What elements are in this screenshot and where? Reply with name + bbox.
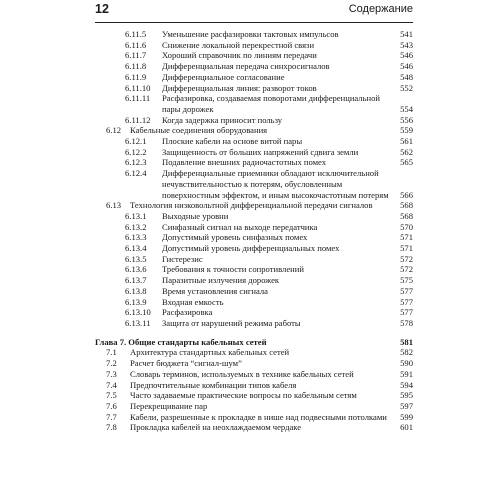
toc-entry-number: 7.7 — [106, 411, 117, 422]
toc-entry-page: 578 — [400, 317, 413, 328]
toc-entry-number: 6.11.12 — [125, 114, 151, 125]
toc-entry-page: 601 — [400, 422, 413, 433]
toc-entry — [95, 264, 413, 275]
toc-entry-page: 562 — [400, 146, 413, 157]
toc-entry — [95, 286, 413, 297]
toc-entry-title: Снижение локальной перекрестной связи — [162, 39, 315, 50]
toc-entry-number: 7.5 — [106, 390, 117, 401]
toc-entry — [95, 147, 413, 158]
toc-entry-number: 6.13.9 — [125, 296, 147, 307]
toc-entry — [95, 254, 413, 265]
toc-entry-page: 541 — [400, 29, 413, 39]
toc-entry-number: 6.11.5 — [125, 29, 147, 39]
toc-entry — [95, 412, 413, 423]
toc-entry-title: Выходные уровни — [162, 210, 229, 221]
toc-entry-number: 6.13.1 — [125, 210, 147, 221]
toc-entry-number: 6.13.8 — [125, 285, 147, 296]
toc-entry — [95, 307, 413, 318]
toc-entry — [95, 297, 413, 308]
toc-entry-page: 575 — [400, 275, 413, 286]
toc-entry-page: 546 — [400, 61, 413, 72]
toc-entry-page: 543 — [400, 39, 413, 50]
toc-entry-title: Технология низковольтной дифференциальной передачи сигналов — [130, 200, 373, 211]
toc-entry-number: 6.12.4 — [125, 168, 147, 179]
toc-entry-page: 581 — [400, 336, 413, 347]
toc-entry-title: Плоские кабели на основе витой пары — [162, 136, 303, 147]
toc-entry-number: 6.13.2 — [125, 221, 147, 232]
toc-entry-title: Прокладка кабелей на неохлаждаемом чердаке — [130, 422, 302, 433]
toc-entry-title: Перекрещивание пар — [130, 400, 208, 411]
toc-entry-title: Допустимый уровень дифференциальных помех — [162, 243, 340, 254]
toc-entry-number: 6.13.11 — [125, 317, 151, 328]
toc-entry-number: 6.11.9 — [125, 71, 147, 82]
toc-entry — [95, 83, 413, 94]
toc-entry-title: Требования к точности сопротивлений — [162, 264, 304, 275]
toc-entry-title: Предпочтительные комбинации типов кабеля — [130, 379, 297, 390]
toc-entry — [95, 275, 413, 286]
toc-entry — [95, 369, 413, 380]
toc-entry — [95, 125, 413, 136]
toc-entry-page: 591 — [400, 368, 413, 379]
running-title: Содержание — [348, 3, 413, 15]
toc-entry-number: 6.11.6 — [125, 39, 147, 50]
toc-entry-page: 590 — [400, 358, 413, 369]
toc-entry-page: 582 — [400, 347, 413, 358]
toc-entry-title: Глава 7. Общие стандарты кабельных сетей — [95, 336, 267, 347]
toc-entry-number: 6.13.4 — [125, 243, 147, 254]
toc-entry-title: Хороший справочник по линиям передачи — [162, 50, 317, 61]
page-header — [95, 0, 413, 23]
toc-entry — [95, 243, 413, 254]
toc-entry-page: 572 — [400, 253, 413, 264]
toc-entry-title: Расчет бюджета “сигнал-шум” — [130, 358, 242, 369]
toc-entry-page: 561 — [400, 136, 413, 147]
toc-entry-page: 571 — [400, 243, 413, 254]
toc-entry-title: Синфазный сигнал на выходе передатчика — [162, 221, 318, 232]
toc-entry — [95, 390, 413, 401]
toc-entry-title: Подавление внешних радиочастотных помех — [162, 157, 327, 168]
toc-entry-number: 6.13.5 — [125, 253, 147, 264]
toc-entry-number: 7.6 — [106, 400, 117, 411]
toc-entry-title: Паразитные излучения дорожек — [162, 275, 280, 286]
toc-entry-page: 546 — [400, 50, 413, 61]
toc-entry-page: 577 — [400, 296, 413, 307]
toc-entry-page: 559 — [400, 125, 413, 136]
toc-entry-page: 571 — [400, 232, 413, 243]
toc-entry — [95, 422, 413, 433]
toc-entry-title: Кабельные соединения оборудования — [130, 125, 268, 136]
toc-entry — [95, 358, 413, 369]
toc-entry-number: 6.13.10 — [125, 307, 151, 318]
toc-entry-page: 565 — [400, 157, 413, 168]
toc-entry — [95, 72, 413, 83]
toc-entry-page: 568 — [400, 200, 413, 211]
toc-entry — [95, 29, 413, 40]
toc-entry-page: 566 — [400, 189, 413, 200]
toc-entry — [95, 157, 413, 168]
toc-entry-title: Гистерезис — [162, 253, 203, 264]
page-number: 12 — [95, 2, 109, 16]
toc-entry — [95, 347, 413, 358]
toc-entry-title: Расфазировка, создаваемая поворотами дифференциальной пары дорожек — [162, 93, 381, 114]
toc-entry-page: 552 — [400, 82, 413, 93]
toc-entry-number: 7.1 — [106, 347, 117, 358]
toc-entry-title: Словарь терминов, используемых в технике кабельных сетей — [130, 368, 354, 379]
toc-entry-page: 572 — [400, 264, 413, 275]
toc-entry — [95, 222, 413, 233]
toc-entry — [95, 136, 413, 147]
toc-entry-number: 6.12 — [106, 125, 122, 136]
toc-chapter-entry — [95, 337, 413, 348]
toc-entry-number: 6.11.8 — [125, 61, 147, 72]
toc-entry-title: Дифференциальная линия: разворот токов — [162, 82, 317, 93]
toc-entry-title: Допустимый уровень синфазных помех — [162, 232, 308, 243]
toc-entry — [95, 380, 413, 391]
toc-entry — [95, 318, 413, 329]
toc-entry-title: Дифференциальное согласование — [162, 71, 285, 82]
toc-entry-number: 7.4 — [106, 379, 117, 390]
toc-entry — [95, 115, 413, 126]
toc-entry-page: 599 — [400, 411, 413, 422]
toc-entry-number: 6.11.10 — [125, 82, 151, 93]
toc-entry-title: Кабели, разрешенные к прокладке в нише над подвесными потолками — [130, 411, 387, 422]
toc-entry-number: 6.13 — [106, 200, 122, 211]
toc-entry-title: Уменьшение расфазировки тактовых импульсов — [162, 29, 339, 39]
toc-entry-number: 6.12.2 — [125, 146, 147, 157]
toc-entry-number: 6.13.7 — [125, 275, 147, 286]
toc-entry — [95, 232, 413, 243]
toc-entry-title: Дифференциальная передача синхросигналов — [162, 61, 330, 72]
toc-entry-number: 6.11.7 — [125, 50, 147, 61]
toc-entry-page: 597 — [400, 400, 413, 411]
toc-entry-page: 595 — [400, 390, 413, 401]
toc-entry — [95, 200, 413, 211]
toc-entry-title: Архитектура стандартных кабельных сетей — [130, 347, 290, 358]
table-of-contents — [95, 29, 413, 433]
toc-entry-page: 556 — [400, 114, 413, 125]
toc-entry — [95, 40, 413, 51]
toc-entry — [95, 168, 413, 200]
toc-entry — [95, 93, 413, 114]
toc-entry-title: Часто задаваемые практические вопросы по кабельным сетям — [130, 390, 357, 401]
toc-entry-number: 6.11.11 — [125, 93, 151, 104]
toc-entry-number: 7.3 — [106, 368, 117, 379]
toc-entry-number: 6.12.3 — [125, 157, 147, 168]
toc-entry-page: 554 — [400, 103, 413, 114]
toc-entry-number: 6.13.3 — [125, 232, 147, 243]
toc-entry-number: 6.13.6 — [125, 264, 147, 275]
toc-entry-title: Когда задержка приносит пользу — [162, 114, 283, 125]
toc-entry-page: 594 — [400, 379, 413, 390]
toc-entry — [95, 211, 413, 222]
toc-entry-page: 548 — [400, 71, 413, 82]
toc-entry-number: 7.8 — [106, 422, 117, 433]
toc-entry-page: 570 — [400, 221, 413, 232]
toc-entry-title: Расфазировка — [162, 307, 213, 318]
toc-entry-title: Защищенность от больших напряжений сдвига земли — [162, 146, 359, 157]
toc-entry-page: 577 — [400, 285, 413, 296]
toc-entry — [95, 401, 413, 412]
toc-entry — [95, 61, 413, 72]
toc-entry-page: 568 — [400, 210, 413, 221]
toc-entry-number: 6.12.1 — [125, 136, 147, 147]
toc-entry-title: Время установления сигнала — [162, 285, 268, 296]
toc-entry-title: Защита от нарушений режима работы — [162, 317, 301, 328]
toc-entry-title: Входная емкость — [162, 296, 224, 307]
toc-entry — [95, 50, 413, 61]
toc-entry-title: Дифференциальные приемники обладают исключительной нечувствительностью к потерям, обусловленным поверхностным эффектом, и иным высокочастотным потерям — [162, 168, 389, 200]
toc-entry-number: 7.2 — [106, 358, 117, 369]
toc-entry-page: 577 — [400, 307, 413, 318]
